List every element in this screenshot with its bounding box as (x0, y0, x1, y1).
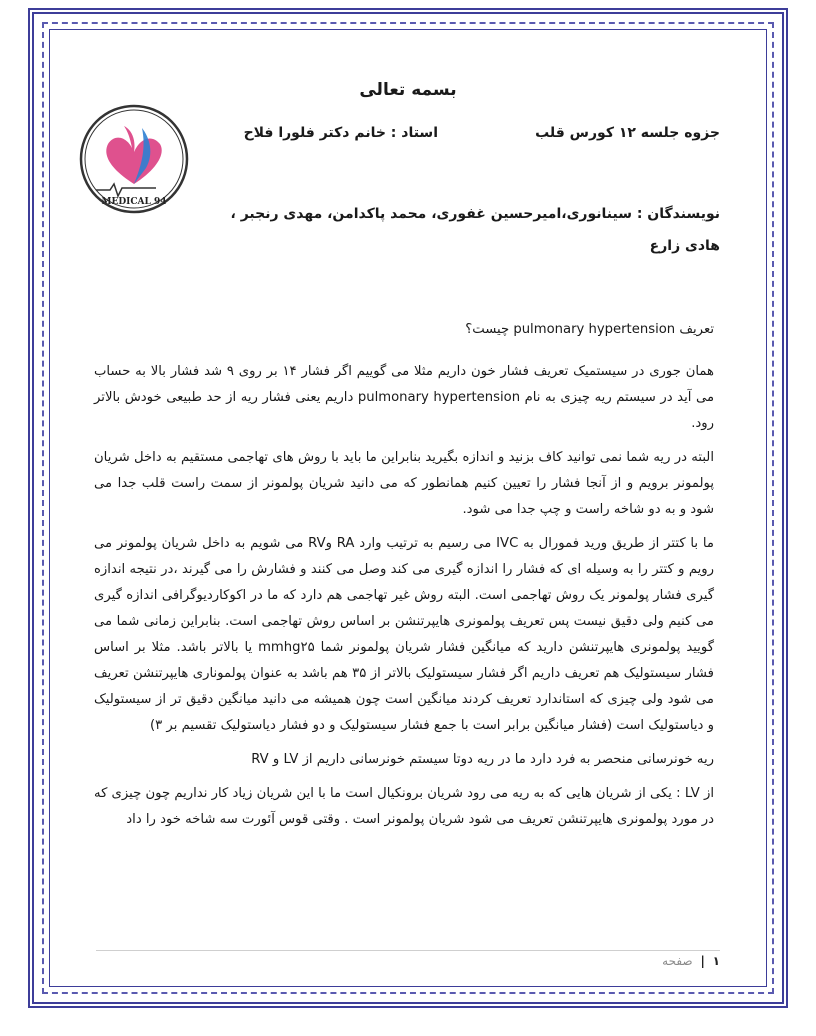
authors-line-1: نویسندگان : سینانوری،امیرحسین غفوری، محمد پاکدامن، مهدی رنجبر ، (230, 206, 720, 222)
paragraph-1: همان جوری در سیستمیک تعریف فشار خون داریم مثلا می گوییم اگر فشار ۱۴ بر روی ۹ شد فشار بالا به حساب می آید در سیستم ریه چیزی به نام pulmonary hypertension داریم یعنی فشار ریه از حد طبیعی خودش بالاتر رود. (94, 364, 715, 431)
document-body (94, 317, 714, 833)
document-title: بسمه تعالی (359, 80, 457, 100)
authors-line-2: هادی زارع (649, 238, 720, 254)
paragraph-3: ما با کتتر از طریق ورید فمورال به IVC می رسیم به ترتیب وارد RA وRV می شویم به داخل شریان پولمونر می رویم و کتتر را به وسیله ای که فشار را اندازه گیری می کند وصل می کنند و فشارش را می گیرند ،در نتیجه اندازه گیری فشار پولمونر یک روش تهاجمی است. البته روش غیر تهاجمی هم دارد که ما در اکوکاردیوگرافی اندازه گیری می کنیم ولی دقیق نیست پس تعریف پولمونری هایپرتنشن بر اساس روش تهاجمی است. بنابراین زمانی شما می گویید پولمونری هایپرتنشن دارید که میانگین فشار شریان پولمونر شما mmhg۲۵ یا بالاتر باشد. مثلا بر اساس فشار سیستولیک هم تعریف داریم اگر فشار سیستولیک بالاتر از ۳۵ هم باشد به عنوان پولموناری هایپرتنشن تعریف می شود ولی چیزی که استاندارد تعریف کردند میانگین است چون همیشه می دانید میانگین دقیق تر از سیستولیک و دیاستولیک است (فشار میانگین برابر است با جمع فشار سیستولیک و دو فشار دیاستولیک تقسیم بر ۳) (94, 536, 714, 733)
page-label: صفحه (662, 954, 693, 968)
page-footer (662, 954, 720, 968)
instructor-line: استاد : خانم دکتر فلورا فلاح (243, 125, 438, 141)
medical-94-logo (72, 104, 196, 214)
footer-separator: | (700, 954, 705, 968)
paragraph-5: از LV : یکی از شریان هایی که به ریه می رود شریان برونکیال است ما با این شریان زیاد کار نداریم چون چیزی که در مورد پولمونری هایپرتنشن تعریف می شود شریان پولمونر است . وقتی قوس آئورت سه شاخه خود را داد (94, 786, 714, 827)
medical-logo-icon (72, 104, 196, 214)
paragraph-4: ریه خونرسانی منحصر به فرد دارد ما در ریه دوتا سیستم خونرسانی داریم از LV و RV (251, 752, 714, 767)
paragraph-2: البته در ریه شما نمی توانید کاف بزنید و اندازه بگیرید بنابراین ما باید با روش های تهاجمی مستقیم به داخل شریان پولمونر برویم و از آنجا فشار را تعیین کنیم همانطور که می دانید شریان پولمونر از سمت راست قلب جدا می شود و به دو شاخه راست و چپ جدا می شود. (94, 450, 714, 517)
logo-text: MEDICAL 94 (101, 197, 167, 207)
section-heading: تعریف pulmonary hypertension چیست؟ (465, 322, 714, 337)
footer-divider (96, 950, 720, 951)
course-line: جزوه جلسه ۱۲ کورس قلب (535, 125, 720, 141)
page-number: ۱ (712, 954, 720, 968)
